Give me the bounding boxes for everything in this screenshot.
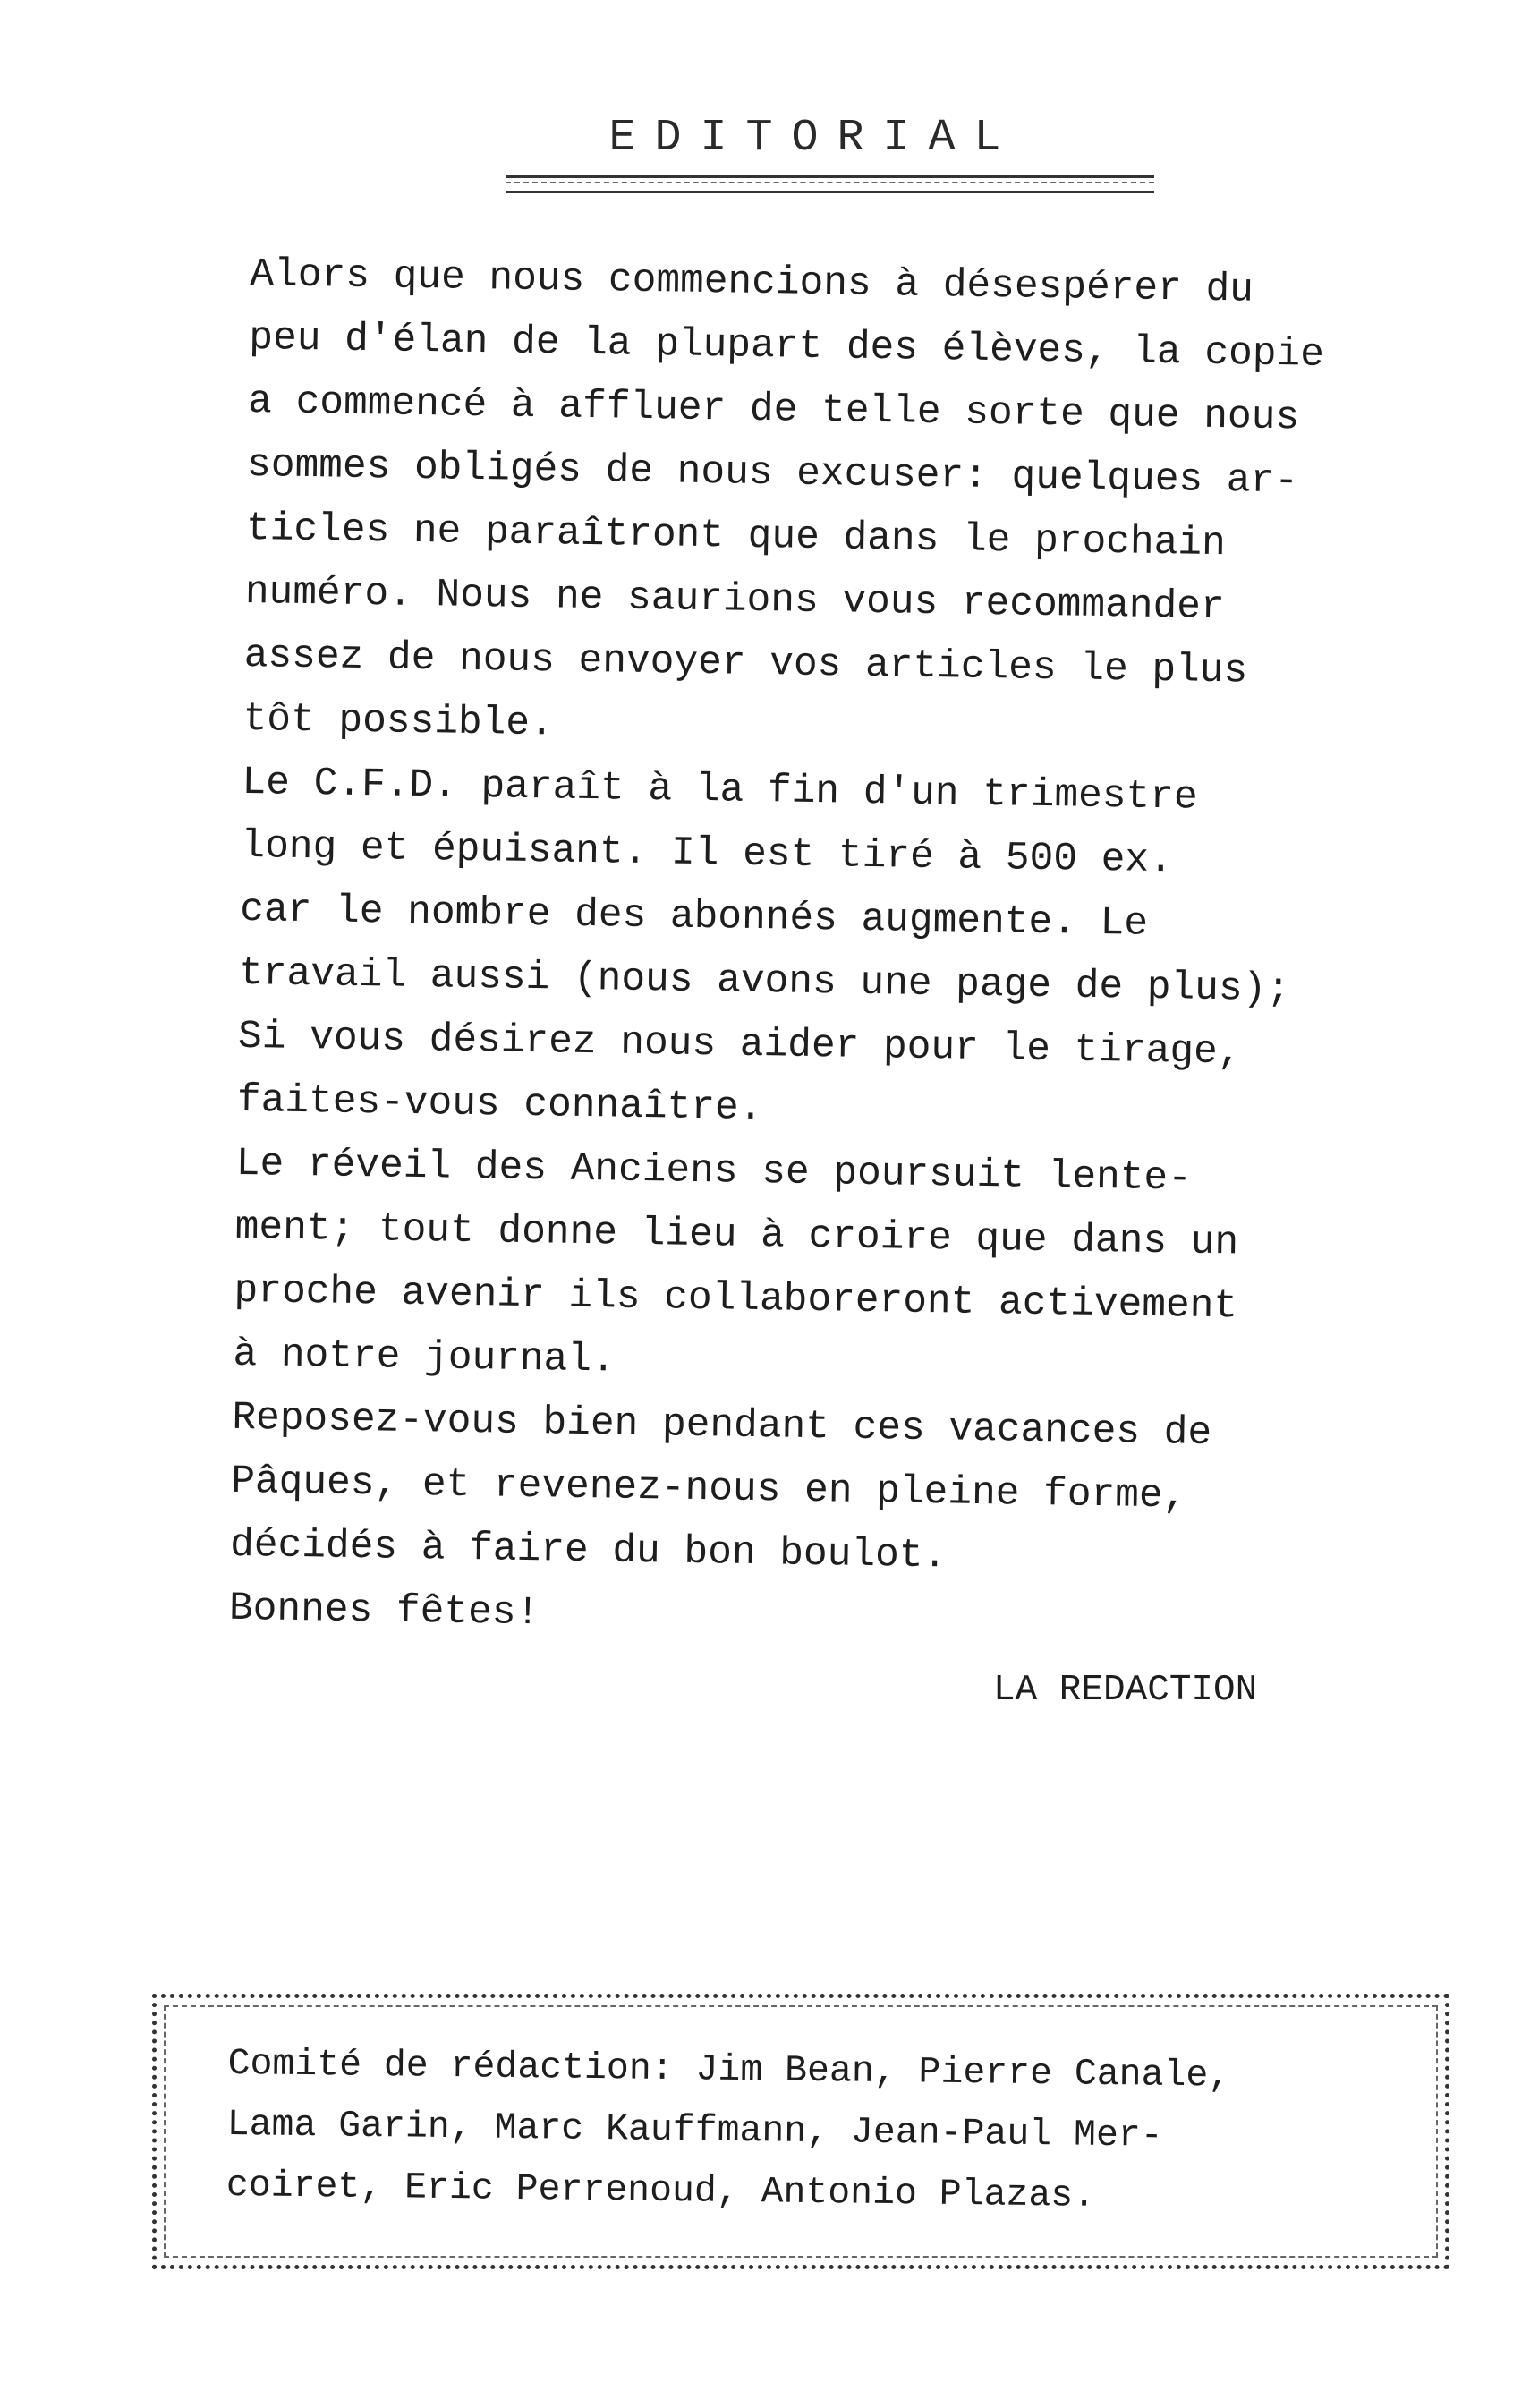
- body-line: assez de nous envoyer vos articles le plus: [243, 633, 1248, 694]
- body-line: proche avenir ils collaboreront activement: [234, 1268, 1238, 1330]
- body-line: car le nombre des abonnés augmente. Le: [239, 887, 1149, 947]
- body-line: travail aussi (nous avons une page de plus);: [238, 950, 1291, 1013]
- body-line: ticles ne paraîtront que dans le prochain: [245, 506, 1227, 567]
- committee-line: Lama Garin, Marc Kauffmann, Jean-Paul Mer-: [226, 2103, 1163, 2157]
- committee-line: coiret, Eric Perrenoud, Antonio Plazas.: [225, 2164, 1096, 2217]
- editorial-signature: LA REDACTION: [993, 1670, 1258, 1711]
- body-line: Bonnes fêtes!: [228, 1586, 540, 1637]
- body-line: a commencé à affluer de telle sorte que nous: [247, 379, 1300, 441]
- body-line: Le C.F.D. paraît à la fin d'un trimestre: [242, 760, 1198, 821]
- editorial-committee-box: [152, 1994, 1449, 2269]
- title-double-underline: [506, 175, 1154, 193]
- body-line: faites-vous connaître.: [236, 1077, 763, 1132]
- body-line: Le réveil des Anciens se poursuit lente-: [235, 1141, 1193, 1202]
- committee-line: Comité de rédaction: Jim Bean, Pierre Canale,: [227, 2042, 1231, 2097]
- body-line: Reposez-vous bien pendant ces vacances de: [231, 1395, 1212, 1457]
- body-line: décidés à faire du bon boulot.: [229, 1522, 948, 1579]
- body-line: peu d'élan de la plupart des élèves, la copie: [248, 315, 1325, 378]
- body-line: Si vous désirez nous aider pour le tirage,: [237, 1014, 1242, 1076]
- body-line: ment; tout donne lieu à croire que dans un: [234, 1204, 1239, 1266]
- editorial-body: [228, 243, 1484, 1660]
- body-line: numéro. Nous ne saurions vous recommander: [244, 569, 1226, 631]
- body-line: Pâques, et revenez-nous en pleine forme,: [230, 1459, 1187, 1519]
- body-line: à notre journal.: [233, 1332, 616, 1383]
- body-line: Alors que nous commencions à désespérer du: [250, 251, 1254, 313]
- body-line: sommes obligés de nous excuser: quelques ar-: [246, 442, 1299, 505]
- body-line: tôt possible.: [242, 696, 555, 747]
- committee-text: [226, 2034, 1418, 2231]
- body-line: long et épuisant. Il est tiré à 500 ex.: [241, 823, 1174, 884]
- editorial-title: EDITORIAL: [608, 113, 1020, 164]
